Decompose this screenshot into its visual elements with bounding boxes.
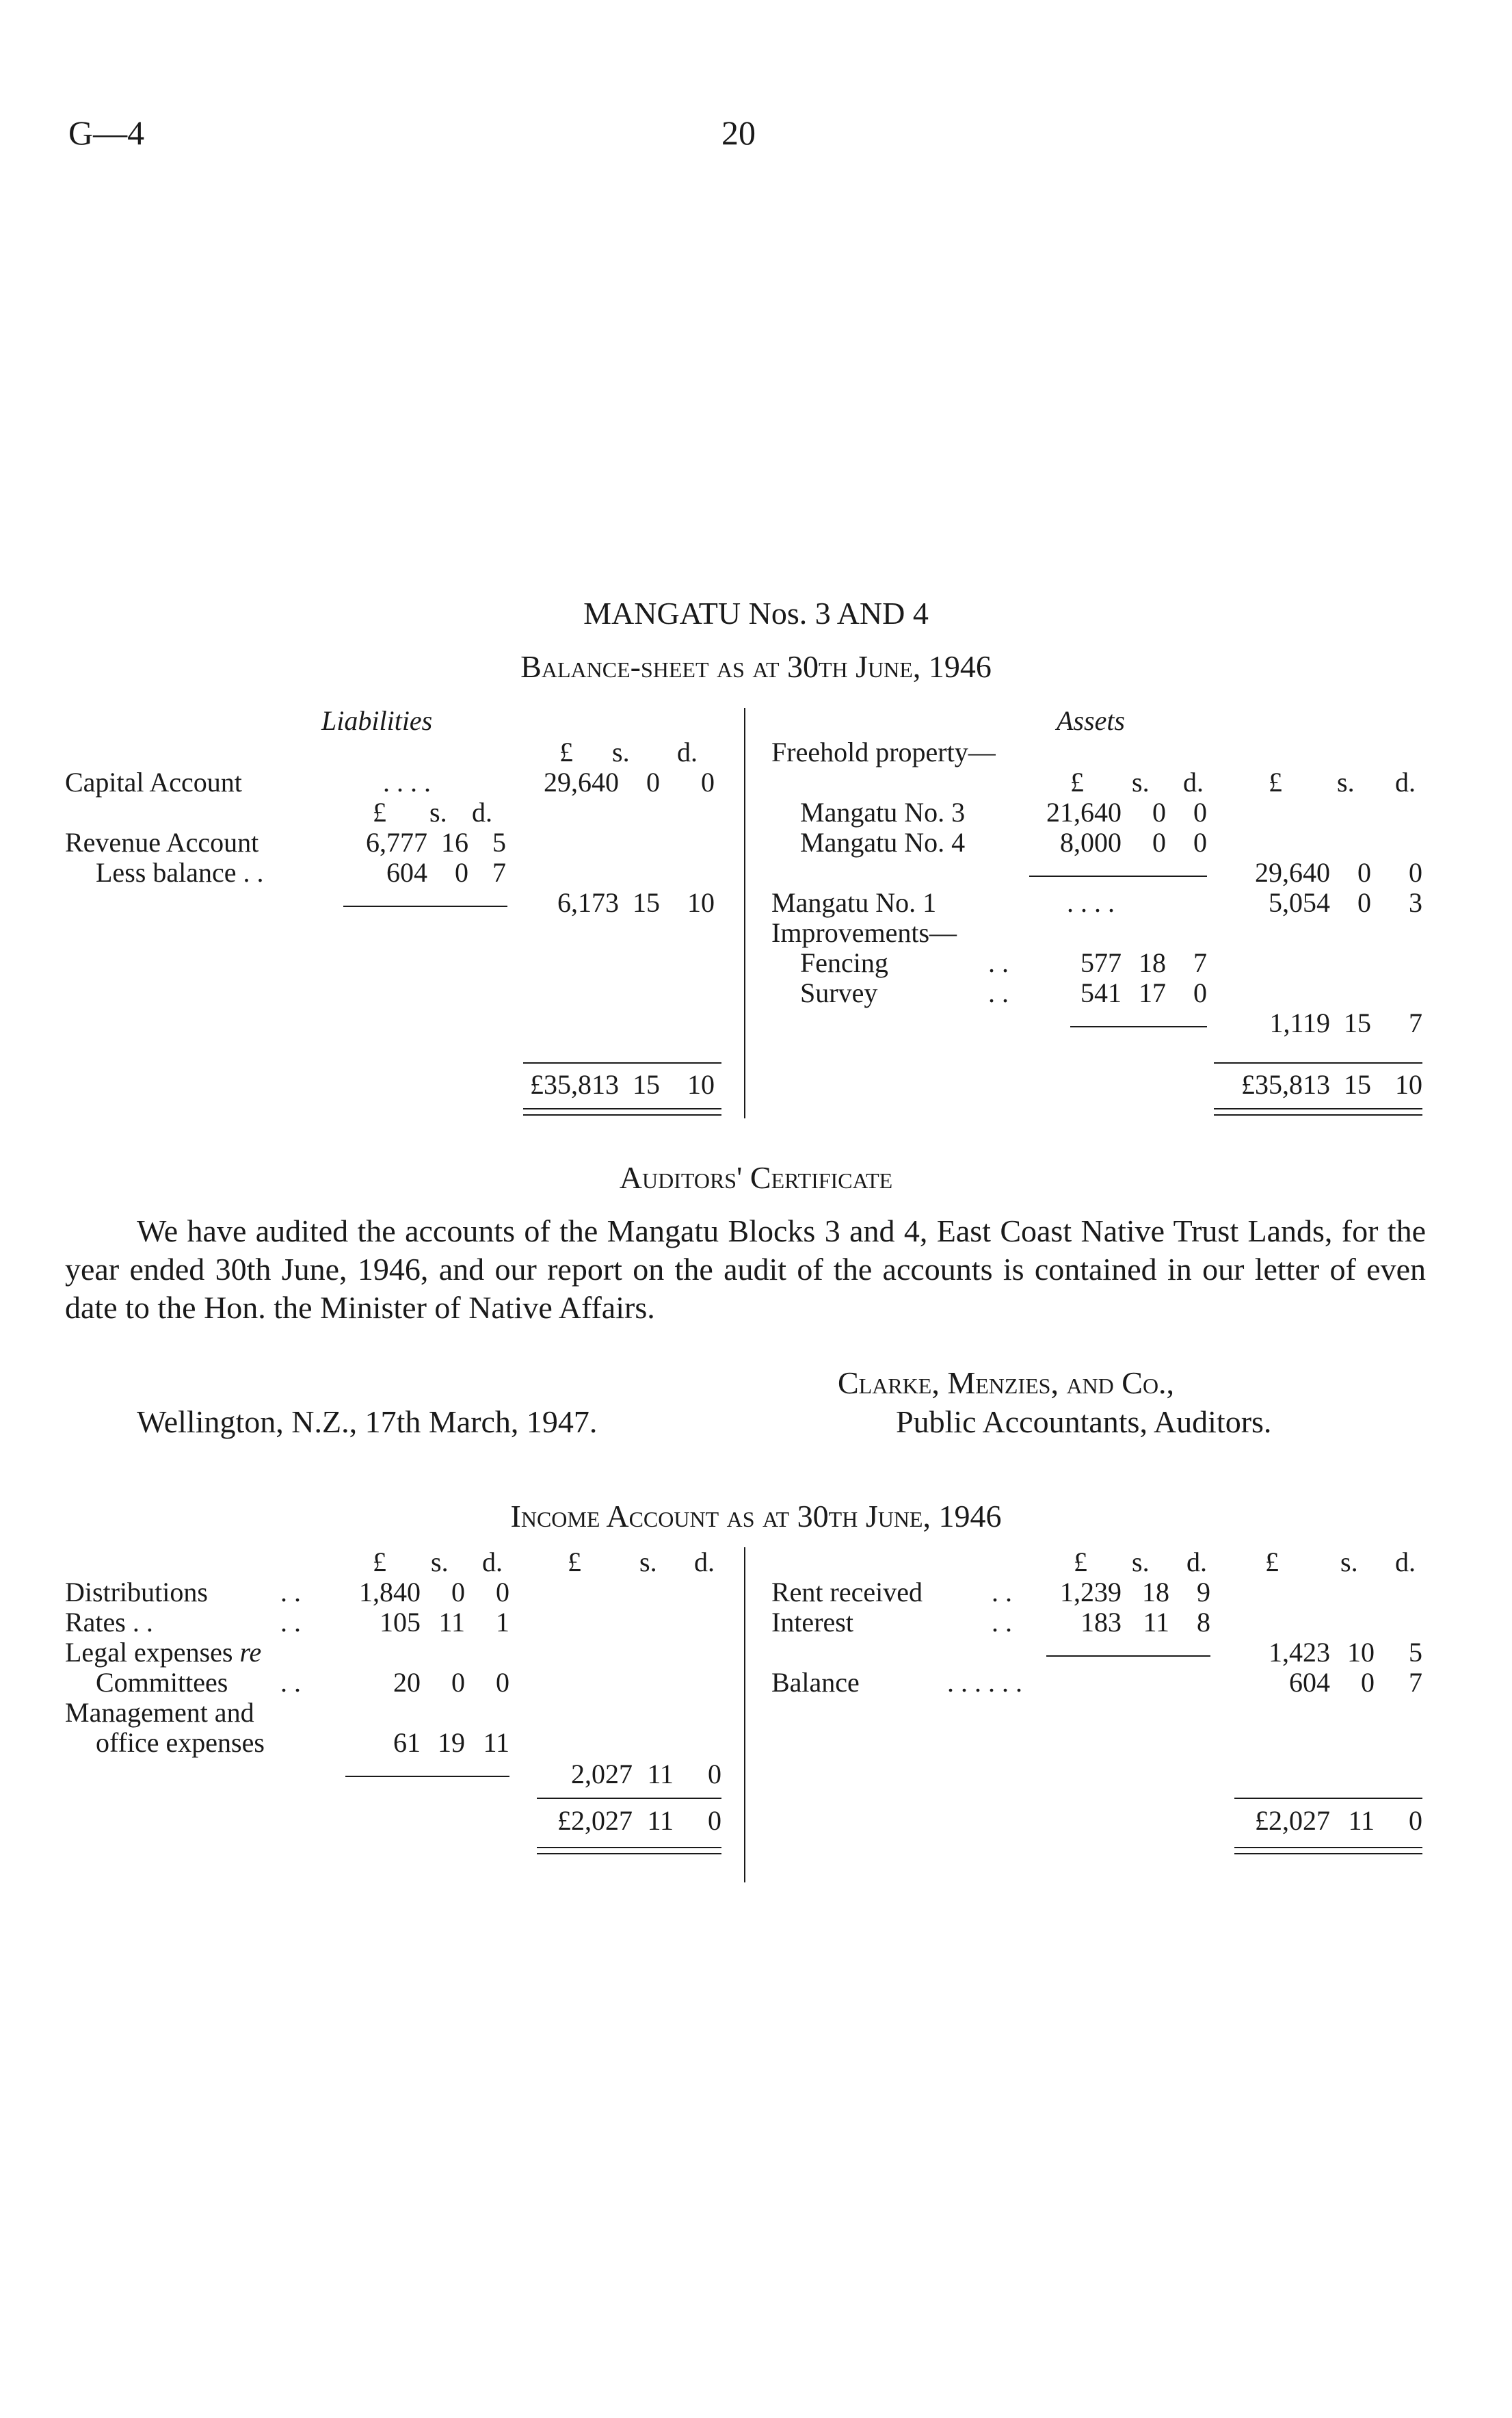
asset-inner-pound-header: £ [1070,767,1084,798]
subtotal-rule [1029,876,1207,877]
less-shillings: 0 [455,857,468,888]
improvements-label: Improvements— [771,917,957,948]
debit-total-shillings: 11 [647,1805,674,1836]
balance-pounds: 604 [1289,1667,1330,1698]
leader-dots: . . [988,977,1009,1008]
freehold-total-shillings: 0 [1357,857,1371,888]
double-rule [1214,1108,1422,1116]
total-rule [537,1798,721,1799]
subtotal-rule [1046,1655,1210,1657]
fencing-shillings: 18 [1139,947,1166,978]
debit-total-pence: 0 [708,1805,721,1836]
survey-label: Survey [800,977,878,1008]
freehold-total-pence: 0 [1409,857,1422,888]
credit-pound-header: £ [1265,1547,1279,1577]
leader-dots: . . [992,1607,1012,1638]
management-label: Management and [65,1697,254,1728]
no1-pounds: 5,054 [1269,887,1330,918]
page-number: 20 [721,114,756,152]
debit-inner-pound-header: £ [373,1547,386,1577]
asset-pound-header: £ [1269,767,1282,798]
interest-label: Interest [771,1607,853,1638]
liab-shilling-header: s. [612,737,630,767]
legal-shillings: 0 [451,1667,465,1698]
report-reference: G—4 [68,114,145,152]
legal-expenses-text: Legal expenses [65,1637,233,1668]
revenue-pounds: 6,777 [366,827,427,858]
credit-shilling-header: s. [1340,1547,1358,1577]
asset-inner-shilling-header: s. [1132,767,1150,798]
assets-total-pounds: £35,813 [1241,1069,1330,1100]
legal-expenses-label [65,1638,261,1668]
column-divider [744,1547,745,1882]
balance-sheet-heading: Balance-sheet as at 30th June, 1946 [520,649,992,684]
debit-pence-header: d. [694,1547,715,1577]
auditors-body: We have audited the accounts of the Mangatu Blocks 3 and 4, East Coast Native Trust Lands, for the year ended 30th June, 1946, and our report on the audit of the accounts is contained in our letter of even date to the Hon. the Minister of Native Affairs. [65,1213,1426,1325]
asset-shilling-header: s. [1337,767,1355,798]
revenue-net-pence: 10 [687,887,715,918]
balance-shillings: 0 [1361,1667,1375,1698]
revenue-net-pounds: 6,173 [557,887,619,918]
credit-subtotal-pounds: 1,423 [1269,1637,1330,1668]
liabilities-heading: Liabilities [321,705,433,736]
credit-subtotal-pence: 5 [1409,1637,1422,1668]
debit-subtotal-pounds: 2,027 [571,1759,633,1789]
debit-subtotal-pence: 0 [708,1759,721,1789]
inner-pound-header: £ [373,797,386,828]
committees-label: Committees [96,1667,228,1698]
leader-dots: . . . . . . [947,1667,1022,1698]
capital-shillings: 0 [646,767,660,798]
survey-pounds: 541 [1080,977,1122,1008]
rates-pounds: 105 [380,1607,421,1638]
debit-inner-pence-header: d. [482,1547,503,1577]
auditor-role: Public Accountants, Auditors. [896,1404,1272,1439]
rates-label: Rates . . [65,1607,153,1638]
legal-pence: 0 [496,1667,509,1698]
rent-shillings: 18 [1142,1577,1169,1607]
legal-re-text: re [239,1637,262,1668]
debit-shilling-header: s. [639,1547,657,1577]
balance-pence: 7 [1409,1667,1422,1698]
mangatu-no1-label: Mangatu No. 1 [771,887,937,918]
capital-account-label: Capital Account [65,767,242,798]
mangatu-no4-label: Mangatu No. 4 [800,827,966,858]
leader-dots: . . [280,1607,301,1638]
auditor-firm: Clarke, Menzies, and Co., [838,1365,1175,1400]
fencing-pounds: 577 [1080,947,1122,978]
total-rule [1234,1798,1422,1799]
income-account-heading: Income Account as at 30th June, 1946 [510,1499,1002,1534]
distributions-label: Distributions [65,1577,208,1607]
leader-dots: . . [280,1667,301,1698]
no3-pounds: 21,640 [1046,797,1122,828]
distributions-pence: 0 [496,1577,509,1607]
double-rule [537,1847,721,1854]
rent-pence: 9 [1197,1577,1210,1607]
capital-pounds: 29,640 [544,767,619,798]
total-rule [1214,1062,1422,1064]
mangatu-no3-label: Mangatu No. 3 [800,797,966,828]
liab-pound-header: £ [559,737,573,767]
interest-pence: 8 [1197,1607,1210,1638]
less-pence: 7 [492,857,506,888]
capital-pence: 0 [701,767,715,798]
distributions-shillings: 0 [451,1577,465,1607]
no3-pence: 0 [1193,797,1207,828]
no1-shillings: 0 [1357,887,1371,918]
freehold-total-pounds: 29,640 [1255,857,1330,888]
inner-pence-header: d. [472,797,492,828]
assets-heading: Assets [1057,705,1125,736]
no1-pence: 3 [1409,887,1422,918]
credit-total-pence: 0 [1409,1805,1422,1836]
leader-dots: . . [988,947,1009,978]
freehold-property-label: Freehold property— [771,737,996,767]
no3-shillings: 0 [1152,797,1166,828]
leader-dots: . . . . [1067,887,1115,918]
revenue-account-label: Revenue Account [65,827,259,858]
less-balance-label: Less balance . . [96,857,264,888]
revenue-shillings: 16 [441,827,468,858]
inner-shilling-header: s. [429,797,447,828]
fencing-label: Fencing [800,947,888,978]
title-text: MANGATU Nos. 3 AND 4 [583,596,929,631]
mgmt-shillings: 19 [438,1727,465,1758]
credit-subtotal-shillings: 10 [1347,1637,1375,1668]
liabilities-total-pence: 10 [687,1069,715,1100]
asset-inner-pence-header: d. [1183,767,1204,798]
debit-pound-header: £ [568,1547,581,1577]
mgmt-pounds: 61 [393,1727,421,1758]
assets-total-shillings: 15 [1344,1069,1371,1100]
leader-dots: . . [280,1577,301,1607]
fencing-pence: 7 [1193,947,1207,978]
improvements-total-pounds: 1,119 [1269,1008,1330,1038]
survey-pence: 0 [1193,977,1207,1008]
interest-pounds: 183 [1080,1607,1122,1638]
revenue-net-shillings: 15 [633,887,660,918]
mgmt-pence: 11 [483,1727,509,1758]
double-rule [1234,1847,1422,1854]
credit-total-shillings: 11 [1348,1805,1375,1836]
no4-shillings: 0 [1152,827,1166,858]
survey-shillings: 17 [1139,977,1166,1008]
leader-dots: . . [992,1577,1012,1607]
total-rule [523,1062,721,1064]
column-divider [744,708,745,1118]
distributions-pounds: 1,840 [359,1577,421,1607]
double-rule [523,1108,721,1116]
rates-pence: 1 [496,1607,509,1638]
credit-pence-header: d. [1395,1547,1416,1577]
legal-pounds: 20 [393,1667,421,1698]
debit-inner-shilling-header: s. [431,1547,449,1577]
subtotal-rule [345,1776,509,1777]
debit-total-pounds: £2,027 [557,1805,633,1836]
no4-pence: 0 [1193,827,1207,858]
improvements-total-shillings: 15 [1344,1008,1371,1038]
asset-pence-header: d. [1395,767,1416,798]
revenue-pence: 5 [492,827,506,858]
credit-inner-shilling-header: s. [1132,1547,1150,1577]
liabilities-total-shillings: 15 [633,1069,660,1100]
liabilities-total-pounds: £35,813 [530,1069,619,1100]
document-title [0,595,1512,631]
debit-subtotal-shillings: 11 [647,1759,674,1789]
credit-total-pounds: £2,027 [1255,1805,1330,1836]
credit-inner-pence-header: d. [1186,1547,1207,1577]
auditors-heading: Auditors' Certificate [619,1160,893,1195]
balance-label: Balance [771,1667,860,1698]
interest-shillings: 11 [1143,1607,1169,1638]
assets-total-pence: 10 [1395,1069,1422,1100]
place-and-date: Wellington, N.Z., 17th March, 1947. [137,1404,598,1439]
subtotal-rule [1070,1026,1207,1027]
credit-inner-pound-header: £ [1074,1547,1087,1577]
leader-dots: . . . . [383,767,431,798]
no4-pounds: 8,000 [1060,827,1122,858]
improvements-total-pence: 7 [1409,1008,1422,1038]
subtotal-rule [343,906,507,907]
rent-pounds: 1,239 [1060,1577,1122,1607]
rent-received-label: Rent received [771,1577,923,1607]
liab-pence-header: d. [677,737,698,767]
office-expenses-label: office expenses [96,1727,265,1758]
less-pounds: 604 [386,857,427,888]
rates-shillings: 11 [438,1607,465,1638]
